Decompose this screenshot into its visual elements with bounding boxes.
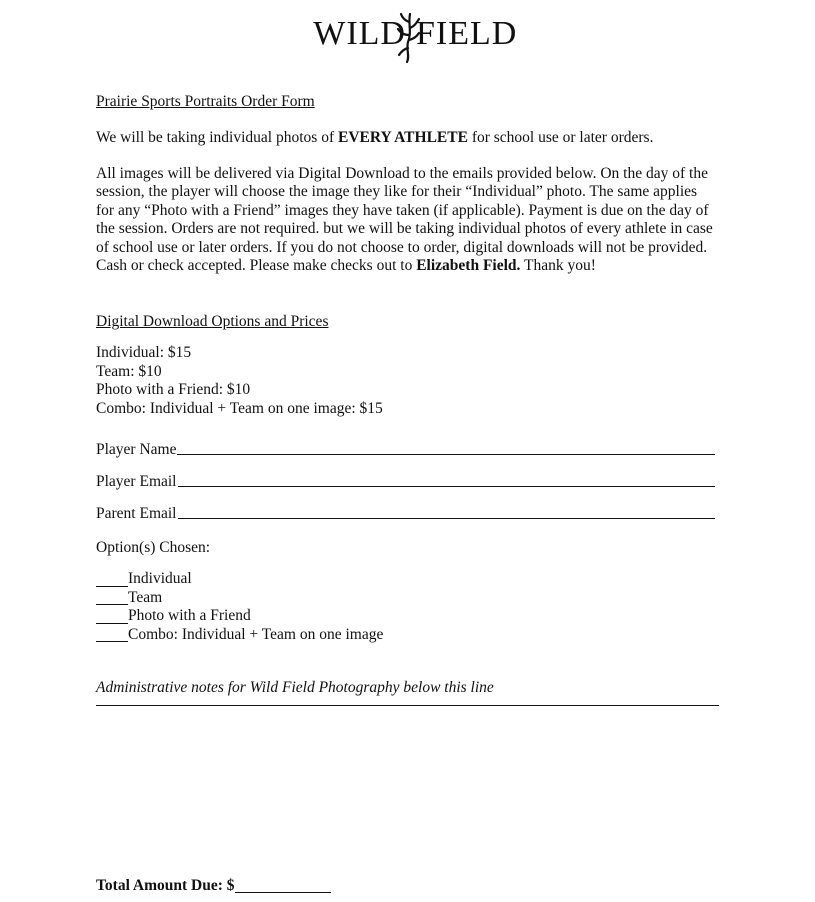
logo-field-text: FIELD xyxy=(415,15,517,52)
delivery-payee: Elizabeth Field. xyxy=(416,257,521,275)
option-blank[interactable] xyxy=(96,609,128,624)
parent-email-blank[interactable] xyxy=(178,518,716,519)
parent-email-field[interactable] xyxy=(96,503,715,523)
options-chosen-label: Option(s) Chosen: xyxy=(96,539,211,557)
player-name-blank[interactable] xyxy=(177,454,715,455)
option-label: Combo: Individual + Team on one image xyxy=(128,625,384,643)
option-photo-with-friend[interactable] xyxy=(96,607,721,626)
delivery-text-after: Thank you! xyxy=(520,257,596,275)
option-blank[interactable] xyxy=(96,572,128,587)
option-team[interactable] xyxy=(96,589,721,608)
player-email-blank[interactable] xyxy=(178,486,716,487)
option-individual[interactable] xyxy=(96,570,721,589)
delivery-paragraph xyxy=(96,165,716,275)
price-item: Team: $10 xyxy=(96,362,162,380)
price-item: Photo with a Friend: $10 xyxy=(96,381,251,399)
intro-paragraph xyxy=(96,129,721,147)
options-section-title: Digital Download Options and Prices xyxy=(96,313,329,331)
option-blank[interactable] xyxy=(96,590,128,605)
player-name-field[interactable] xyxy=(96,439,715,459)
contact-fields xyxy=(96,439,721,523)
option-combo[interactable] xyxy=(96,626,721,645)
price-item: Combo: Individual + Team on one image: $15 xyxy=(96,399,383,417)
total-amount-due[interactable] xyxy=(96,877,331,895)
option-blank[interactable] xyxy=(96,627,128,642)
form-title: Prairie Sports Portraits Order Form xyxy=(96,93,315,110)
intro-text-after: for school use or later orders. xyxy=(467,129,654,146)
player-email-label: Player Email xyxy=(96,473,177,491)
option-label: Individual xyxy=(128,570,192,588)
delivery-text: All images will be delivered via Digital Download to the emails provided below. On the day of the session, the player will choose the image they like for their “Individual” photo. The same applies for any “Photo with a Friend” images they have taken (if applicable). Payment is due on the day of the session. Orders are not required. but we will be taking individual photos of every athlete in case of school use or later orders. If you do not choose to order, digital downloads will not be provided. Cash or check accepted. Please make checks out to xyxy=(96,165,713,275)
total-label: Total Amount Due: $ xyxy=(96,877,235,894)
total-blank[interactable] xyxy=(235,878,331,893)
wild-field-logo xyxy=(0,8,815,66)
intro-text-bold: EVERY ATHLETE xyxy=(337,129,468,146)
logo-mark xyxy=(298,8,518,66)
admin-notes-divider xyxy=(96,705,719,706)
admin-notes-heading: Administrative notes for Wild Field Photography below this line xyxy=(96,679,494,697)
price-item: Individual: $15 xyxy=(96,344,192,362)
player-email-field[interactable] xyxy=(96,471,715,491)
parent-email-label: Parent Email xyxy=(96,505,177,523)
order-form xyxy=(96,93,721,706)
intro-text-before: We will be taking individual photos of xyxy=(96,129,338,146)
option-label: Team xyxy=(128,588,163,606)
price-list xyxy=(96,344,721,418)
option-label: Photo with a Friend xyxy=(128,607,251,625)
logo-wild-text: WILD xyxy=(312,15,406,52)
player-name-label: Player Name xyxy=(96,441,177,459)
options-checklist xyxy=(96,570,721,644)
